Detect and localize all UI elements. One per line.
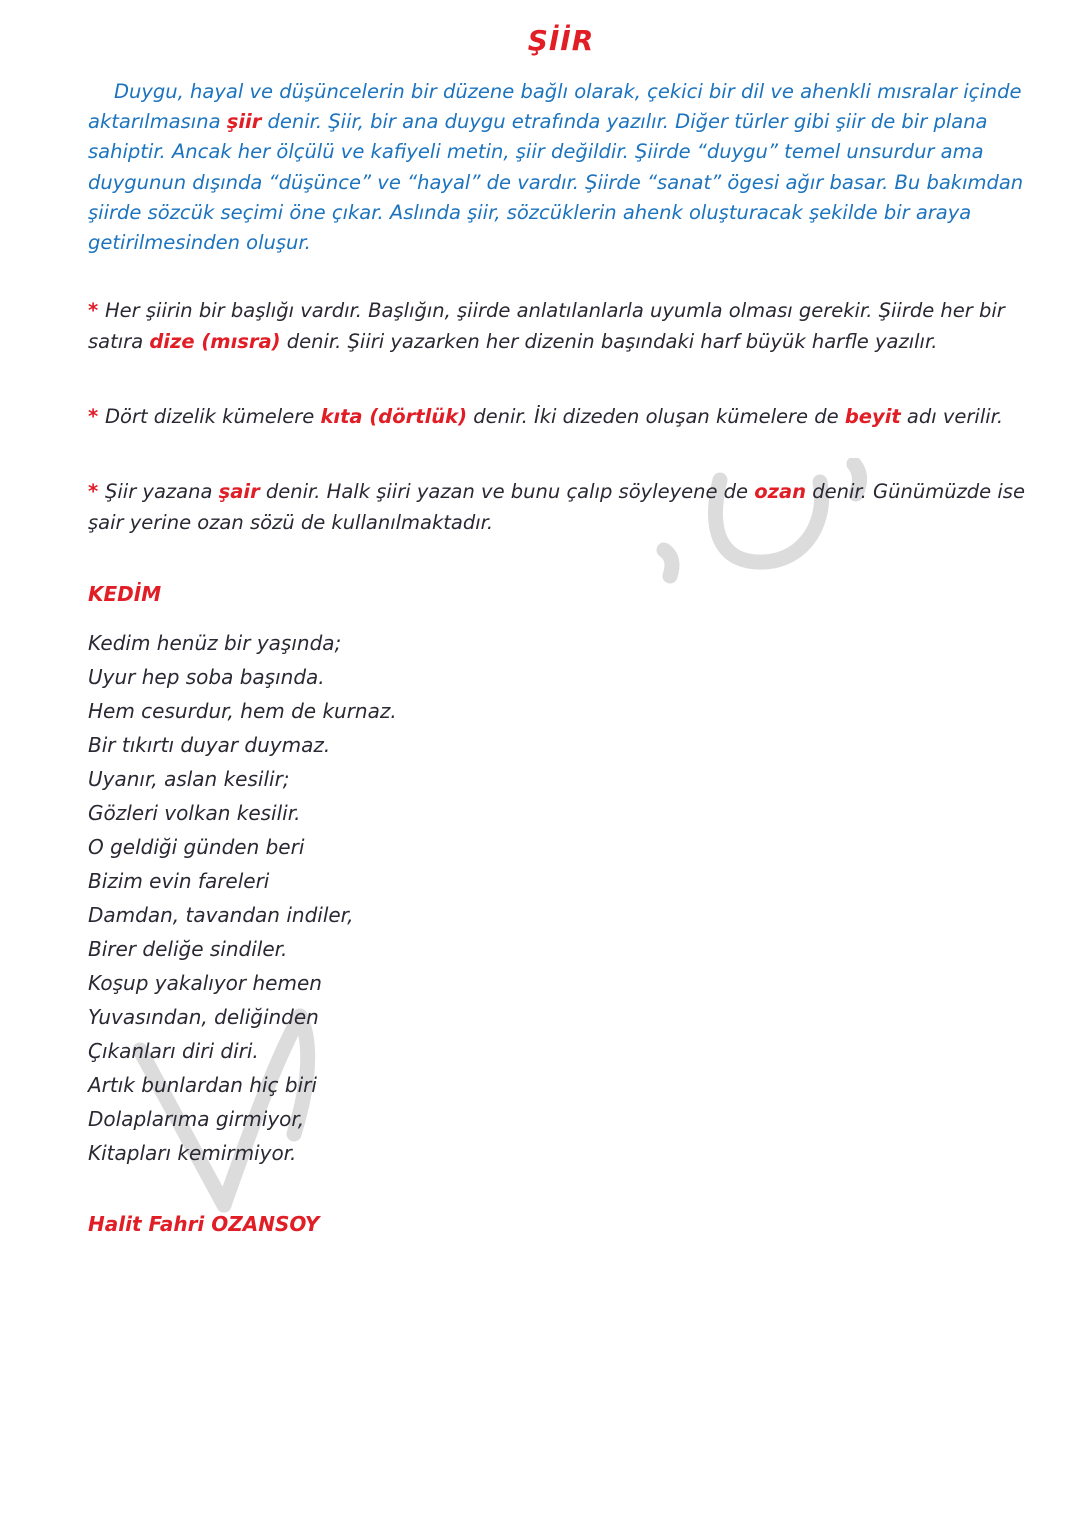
intro-paragraph: [88, 77, 1034, 258]
text-segment: *: [88, 299, 105, 323]
poem-line: Bizim evin fareleri: [88, 869, 270, 894]
bullet-kita-beyit: [88, 402, 1034, 433]
poem-line: Yuvasından, deliğinden: [88, 1005, 319, 1030]
poem-line: Çıkanları diri diri.: [88, 1039, 259, 1064]
text-segment: Her şiirin bir başlığı vardır. Başlığın, şiirde anlatılanlarla uyumla olması gerekir. Şiirde her bir satıra: [88, 299, 1005, 354]
text-segment: beyit: [844, 404, 901, 428]
text-segment: denir. Halk şiiri yazan ve bunu çalıp söyleyene de: [259, 479, 755, 503]
text-segment: denir. Günümüzde ise şair yerine ozan sözü de kullanılmaktadır.: [88, 479, 1025, 534]
poem-title: KEDİM: [88, 582, 162, 607]
text-segment: denir. Şiiri yazarken her dizenin başındaki harf büyük harfle yazılır.: [280, 330, 938, 354]
poem-line: Birer deliğe sindiler.: [88, 937, 288, 962]
poem-line: Gözleri volkan kesilir.: [88, 801, 301, 826]
text-segment: Duygu, hayal ve düşüncelerin bir düzene bağlı olarak, çekici bir dil ve ahenkli mısralar içinde aktarılmasına: [88, 80, 1022, 134]
text-segment: Dört dizelik kümelere: [105, 404, 321, 428]
text-segment: ozan: [754, 479, 807, 503]
poem-line: Dolaplarıma girmiyor,: [88, 1107, 305, 1132]
text-segment: şiir: [226, 110, 262, 134]
text-segment: *: [88, 404, 105, 428]
poem-line: Bir tıkırtı duyar duymaz.: [88, 733, 331, 758]
poem-line: O geldiği günden beri: [88, 835, 305, 860]
text-segment: şair: [218, 479, 260, 503]
poem-line: Uyur hep soba başında.: [88, 665, 325, 690]
bullet-sair-ozan: [88, 477, 1034, 539]
poem-line: Uyanır, aslan kesilir;: [88, 767, 290, 792]
text-segment: Şiir yazana: [105, 479, 219, 503]
poem-author: Halit Fahri OZANSOY: [88, 1212, 320, 1237]
text-segment: *: [88, 479, 105, 503]
poem-line: Artık bunlardan hiç biri: [88, 1073, 317, 1098]
poem-body: [88, 626, 1034, 1170]
text-segment: adı verilir.: [900, 404, 1004, 428]
text-segment: dize (mısra): [149, 330, 281, 354]
text-segment: denir. İki dizeden oluşan kümelere de: [467, 404, 845, 428]
poem-line: Kitapları kemirmiyor.: [88, 1141, 297, 1166]
poem-line: Damdan, tavandan indiler,: [88, 903, 354, 928]
poem-line: Hem cesurdur, hem de kurnaz.: [88, 699, 397, 724]
page-title: ŞİİR: [527, 24, 595, 57]
poem-line: Kedim henüz bir yaşında;: [88, 631, 342, 656]
bullet-dize-misra: [88, 296, 1034, 358]
text-segment: kıta (dörtlük): [320, 404, 468, 428]
poem-line: Koşup yakalıyor hemen: [88, 971, 322, 996]
text-segment: denir. Şiir, bir ana duygu etrafında yazılır. Diğer türler gibi şiir de bir plana sahiptir. Ancak her ölçülü ve kafiyeli metin, şiir değildir. Şiirde “duygu” temel unsurdur ama duygunun dışında “düşünce” ve “hayal” de vardır. Şiirde “sanat” ögesi ağır basar. Bu bakımdan şiirde sözcük seçimi öne çıkar. Aslında şiir, sözcüklerin ahenk oluşturacak şekilde bir araya getirilmesinden oluşur.: [88, 110, 1024, 255]
